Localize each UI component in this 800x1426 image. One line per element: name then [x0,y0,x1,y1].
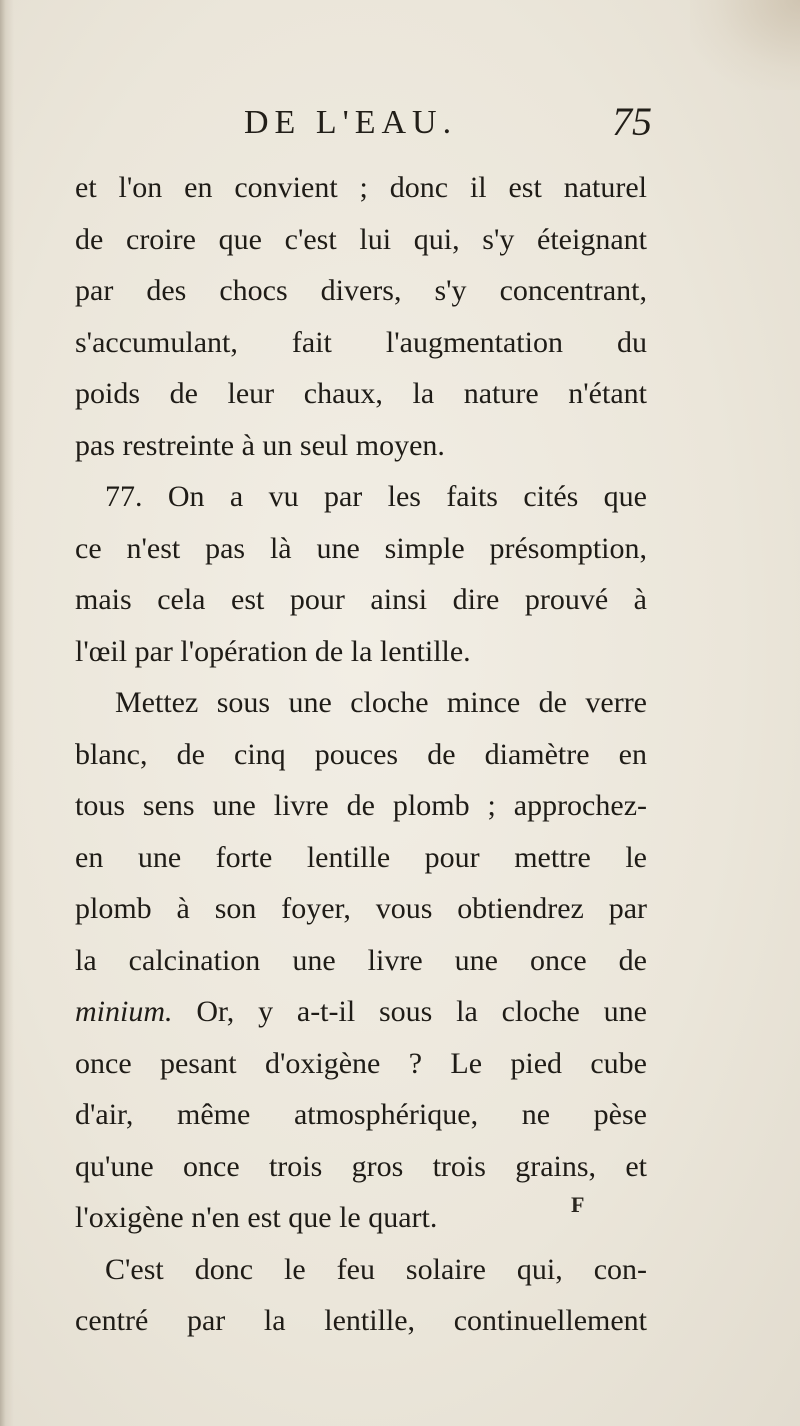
text-line: et l'on en convient ; donc il est naturel [75,171,647,204]
paper-stain [690,0,800,90]
text-line: poids de leur chaux, la nature n'étant [75,377,647,410]
text-line-rest: Or, y a-t-il sous la cloche une [196,995,647,1028]
text-line: ce n'est pas là une simple présomption, [75,531,647,565]
text-line: d'air, même atmosphérique, ne pèse [75,1098,647,1131]
text-line: l'œil par l'opération de la lentille. [75,634,471,668]
text-line: blanc, de cinq pouces de diamètre en [75,737,647,771]
text-line: de croire que c'est lui qui, s'y éteignant [75,222,647,256]
signature-mark: F [571,1192,585,1217]
text-line: plomb à son foyer, vous obtiendrez par [75,892,647,925]
paragraph-start: C'est donc le feu solaire qui, con- [105,1252,647,1286]
text-line: once pesant d'oxigène ? Le pied cube [75,1046,647,1080]
paragraph-start: Mettez sous une cloche mince de verre [115,686,647,719]
running-title: DE L'EAU. [244,104,458,141]
text-line: en une forte lentille pour mettre le [75,840,647,874]
text-line: s'accumulant, fait l'augmentation du [75,325,647,359]
text-line: l'oxigène n'en est que le quart. [75,1201,438,1234]
text-line: par des chocs divers, s'y concentrant, [75,274,647,307]
text-line: tous sens une livre de plomb ; approchez- [75,789,647,822]
page-number: 75 [612,99,652,144]
text-line: pas restreinte à un seul moyen. [75,428,445,462]
body-text [75,162,647,1347]
paragraph-77-start: 77. On a vu par les faits cités que [105,480,647,513]
page-binding-edge [0,0,14,1426]
text-line: mais cela est pour ainsi dire prouvé à [75,583,647,616]
text-line: la calcination une livre une once de [75,943,647,977]
text-line-mixed [75,986,647,1038]
text-line: centré par la lentille, continuellement [75,1304,647,1337]
text-line: qu'une once trois gros trois grains, et [75,1149,647,1183]
page-header [0,99,800,154]
italic-term: minium. [75,995,173,1028]
